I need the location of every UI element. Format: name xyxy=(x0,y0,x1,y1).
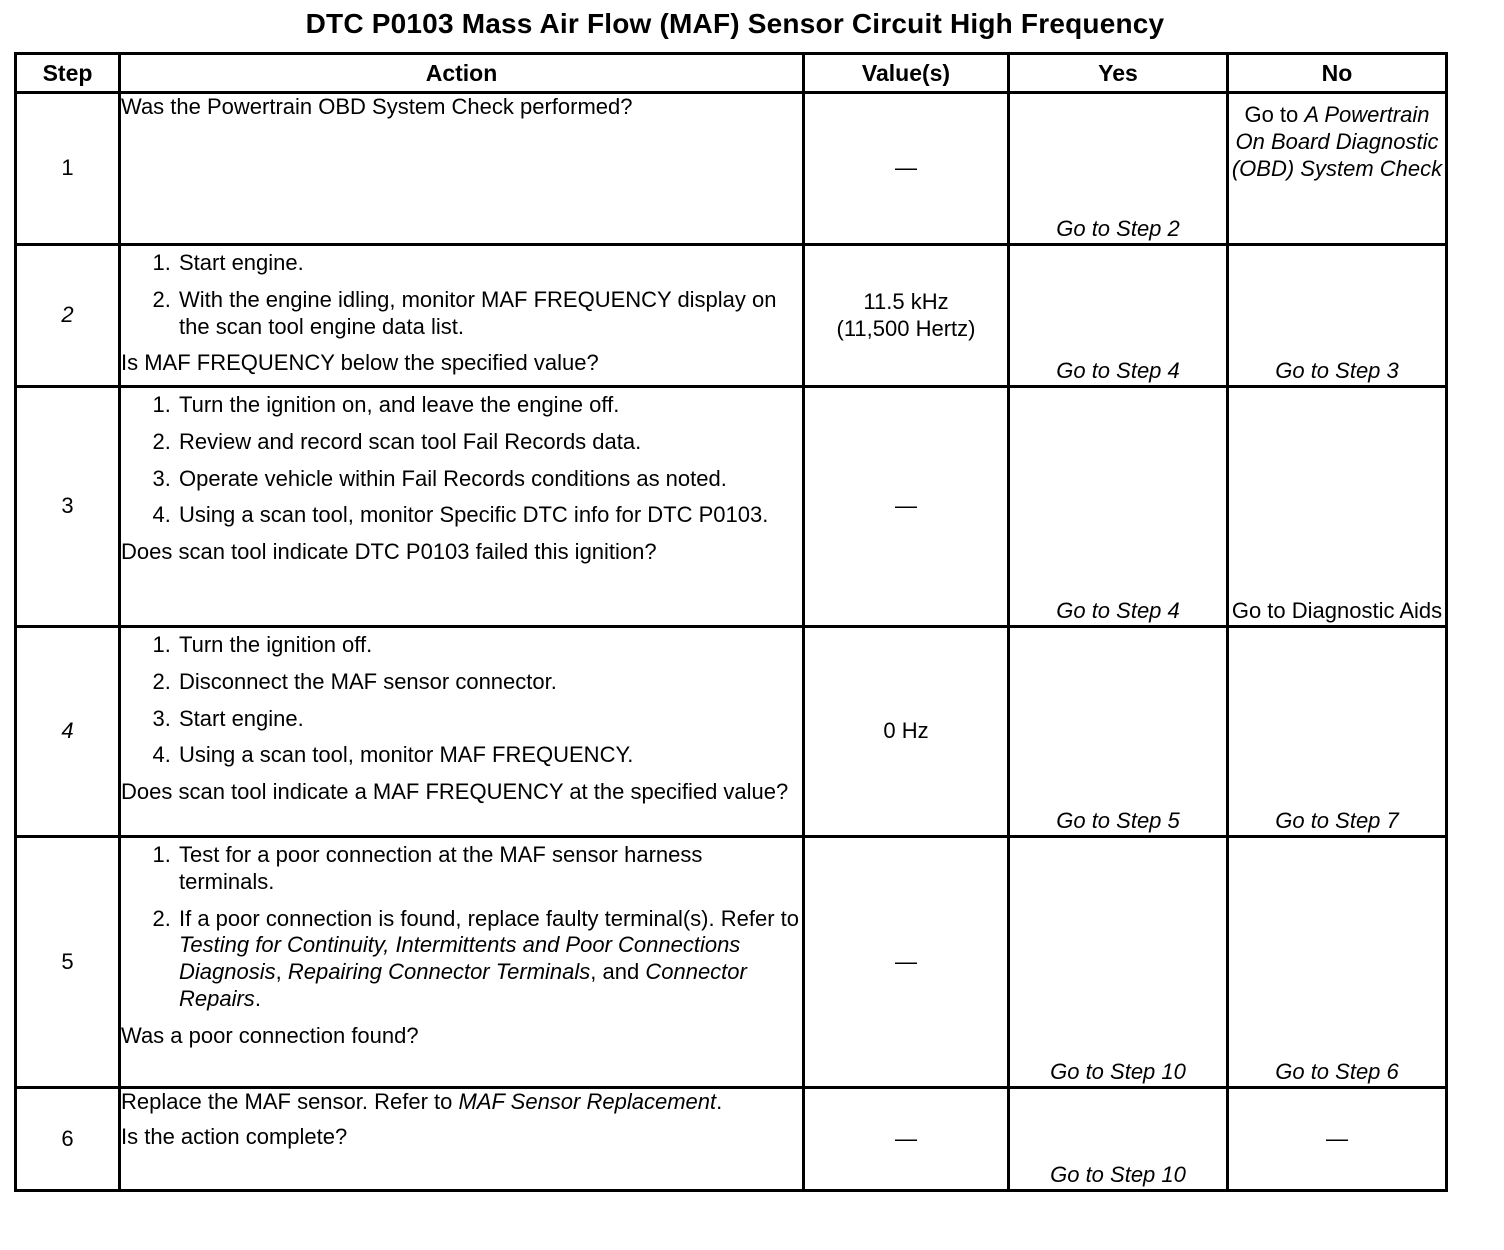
action-step: 3. Operate vehicle within Fail Records conditions as noted. xyxy=(177,466,802,493)
action-cell xyxy=(120,837,804,1088)
step-number: 4 xyxy=(16,627,120,837)
action-step: 1. Turn the ignition off. xyxy=(177,632,802,659)
reference-maf-replacement: MAF Sensor Replacement xyxy=(458,1089,717,1114)
no-cell: — xyxy=(1228,1088,1447,1191)
reference-testing-continuity: Testing for Continuity, Intermittents and Poor Connections Diagnosis xyxy=(179,932,741,985)
page-title: DTC P0103 Mass Air Flow (MAF) Sensor Circuit High Frequency xyxy=(305,8,1165,39)
action-step-text: , and xyxy=(590,959,646,985)
action-step-text: , xyxy=(275,959,288,985)
action-step: 4. Using a scan tool, monitor MAF FREQUENCY. xyxy=(177,742,802,769)
step-number: 3 xyxy=(16,387,120,627)
action-question: Is MAF FREQUENCY below the specified value? xyxy=(121,350,599,376)
action-step: 1. Turn the ignition on, and leave the engine off. xyxy=(177,392,802,419)
table-row xyxy=(16,387,1447,627)
action-cell xyxy=(120,93,804,245)
reference-connector-repairs: Connector Repairs xyxy=(179,959,747,1012)
value-cell: — xyxy=(804,1088,1009,1191)
action-steps xyxy=(121,392,802,529)
action-steps xyxy=(121,632,802,769)
yes-cell: Go to Step 4 xyxy=(1009,245,1228,387)
action-step: 2. Review and record scan tool Fail Records data. xyxy=(177,429,802,456)
action-step: 1. Test for a poor connection at the MAF sensor harness terminals. xyxy=(177,842,802,896)
action-steps xyxy=(121,842,802,1013)
header-step: Step xyxy=(16,54,120,93)
value-cell: — xyxy=(804,93,1009,245)
table-row xyxy=(16,1088,1447,1191)
no-cell: Go to Diagnostic Aids xyxy=(1228,387,1447,627)
action-step-text: . xyxy=(254,986,261,1012)
value-cell: 0 Hz xyxy=(804,627,1009,837)
table-row xyxy=(16,245,1447,387)
no-cell: Go to Step 3 xyxy=(1228,245,1447,387)
action-instruction xyxy=(121,1089,802,1116)
header-yes: Yes xyxy=(1009,54,1228,93)
table-row xyxy=(16,93,1447,245)
action-question: Does scan tool indicate DTC P0103 failed this ignition? xyxy=(121,539,657,565)
action-step: 2. With the engine idling, monitor MAF FREQUENCY display on the scan tool engine data list. xyxy=(177,287,802,341)
yes-cell: Go to Step 4 xyxy=(1009,387,1228,627)
reference-repairing-terminals: Repairing Connector Terminals xyxy=(287,959,591,985)
value-cell: — xyxy=(804,387,1009,627)
action-step xyxy=(177,906,802,1013)
action-question: Was the Powertrain OBD System Check performed? xyxy=(121,94,633,119)
action-question: Was a poor connection found? xyxy=(121,1022,419,1048)
action-cell xyxy=(120,245,804,387)
action-question: Does scan tool indicate a MAF FREQUENCY at the specified value? xyxy=(121,779,789,805)
diagnostic-table xyxy=(14,52,1448,1192)
no-cell xyxy=(1228,93,1447,245)
value-line: (11,500 Hertz) xyxy=(836,315,976,341)
step-number: 2 xyxy=(16,245,120,387)
action-cell xyxy=(120,387,804,627)
no-prefix: Go to xyxy=(1244,102,1305,127)
step-number: 5 xyxy=(16,837,120,1088)
action-step: 3. Start engine. xyxy=(177,706,802,733)
action-cell xyxy=(120,627,804,837)
step-number: 1 xyxy=(16,93,120,245)
header-values: Value(s) xyxy=(804,54,1009,93)
header-row xyxy=(16,54,1447,93)
value-line: 11.5 kHz xyxy=(863,288,949,314)
header-no: No xyxy=(1228,54,1447,93)
yes-cell: Go to Step 5 xyxy=(1009,627,1228,837)
action-step-text: If a poor connection is found, replace faulty terminal(s). Refer to xyxy=(179,905,799,931)
step-number: 6 xyxy=(16,1088,120,1191)
action-cell xyxy=(120,1088,804,1191)
table-row xyxy=(16,837,1447,1088)
action-text: . xyxy=(716,1089,723,1114)
table-row xyxy=(16,627,1447,837)
header-action: Action xyxy=(120,54,804,93)
value-cell xyxy=(804,245,1009,387)
value-cell: — xyxy=(804,837,1009,1088)
action-step: 2. Disconnect the MAF sensor connector. xyxy=(177,669,802,696)
yes-cell: Go to Step 2 xyxy=(1009,93,1228,245)
no-cell: Go to Step 6 xyxy=(1228,837,1447,1088)
action-steps xyxy=(121,250,802,340)
action-step: 4. Using a scan tool, monitor Specific DTC info for DTC P0103. xyxy=(177,502,802,529)
action-text: Replace the MAF sensor. Refer to xyxy=(121,1089,459,1114)
no-cell: Go to Step 7 xyxy=(1228,627,1447,837)
no-reference: A Powertrain On Board Diagnostic (OBD) System Check xyxy=(1231,102,1443,181)
yes-cell: Go to Step 10 xyxy=(1009,1088,1228,1191)
action-question: Is the action complete? xyxy=(121,1123,348,1149)
action-step: 1. Start engine. xyxy=(177,250,802,277)
yes-cell: Go to Step 10 xyxy=(1009,837,1228,1088)
